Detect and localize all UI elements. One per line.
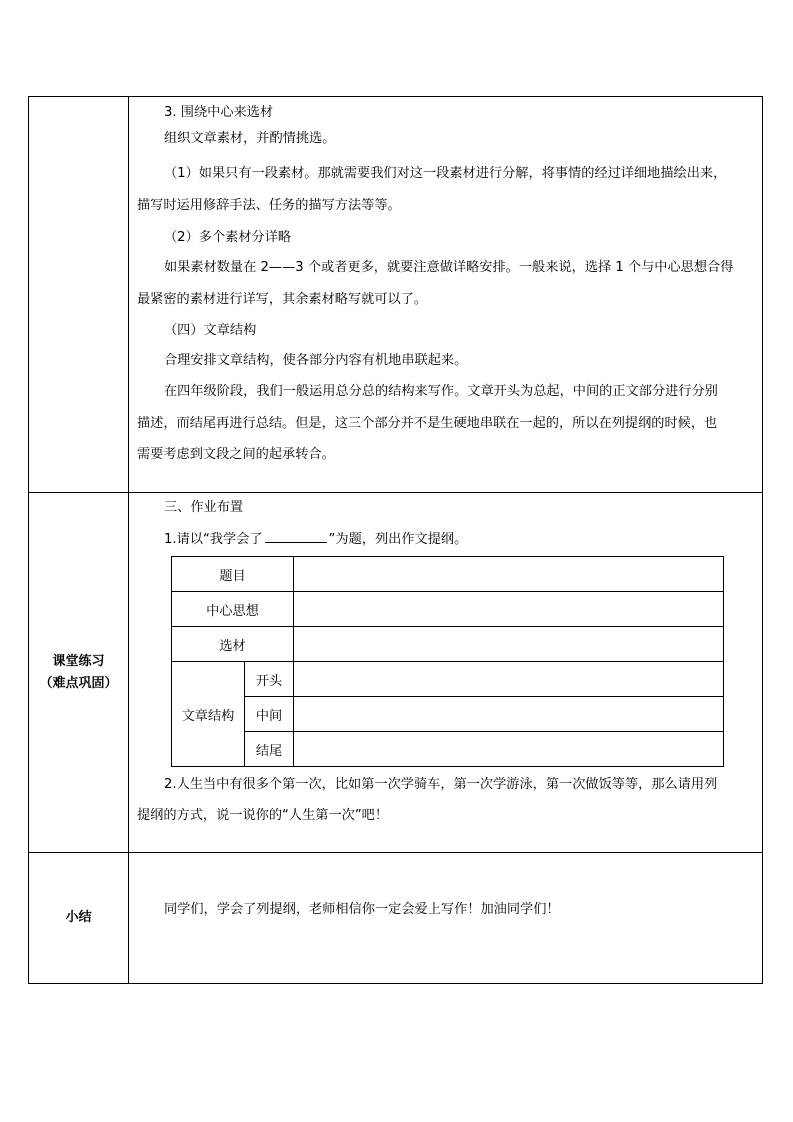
outline-cell-title (294, 557, 724, 592)
outline-label-material: 选材 (172, 627, 294, 662)
outline-label-structure: 文章结构 (172, 662, 245, 767)
row-divider (28, 492, 763, 493)
paragraph-line: （四）文章结构 (164, 323, 257, 338)
outline-label-center: 中心思想 (172, 592, 294, 627)
outline-cell-middle (294, 697, 724, 732)
outline-label-begin: 开头 (245, 662, 294, 697)
outline-cell-begin (294, 662, 724, 697)
fill-blank (265, 530, 327, 543)
paragraph-line: 描写时运用修辞手法、任务的描写方法等等。 (137, 198, 401, 213)
outline-label-end: 结尾 (245, 732, 294, 767)
outline-label-title: 题目 (172, 557, 294, 592)
question-2-line-1: 2.人生当中有很多个第一次，比如第一次学骑车，第一次学游泳，第一次做饭等等，那么请用列 (164, 777, 718, 792)
row-divider (28, 852, 763, 853)
paragraph-line: 需要考虑到文段之间的起承转合。 (137, 447, 335, 462)
side-label-practice: 课堂练习 (52, 654, 105, 669)
outline-cell-center (294, 592, 724, 627)
paragraph-line: （1）如果只有一段素材。那就需要我们对这一段素材进行分解，将事情的经过详细地描绘出来， (164, 166, 727, 181)
section-heading: 三、作业布置 (164, 500, 244, 515)
paragraph-line: 如果素材数量在 2——3 个或者更多，就要注意做详略安排。一般来说，选择 1 个与中心思想合得 (164, 260, 734, 275)
summary-text: 同学们，学会了列提纲，老师相信你一定会爱上写作！加油同学们！ (164, 902, 560, 917)
paragraph-line: 组织文章素材，并酌情挑选。 (164, 131, 336, 146)
paragraph-line: （2）多个素材分详略 (164, 230, 292, 245)
column-divider (128, 96, 129, 984)
paragraph-line: 在四年级阶段，我们一般运用总分总的结构来写作。文章开头为总起，中间的正文部分进行分别 (164, 384, 718, 399)
outline-label-middle: 中间 (245, 697, 294, 732)
paragraph-line: 最紧密的素材进行详写，其余素材略写就可以了。 (137, 292, 428, 307)
paragraph-line: 合理安排文章结构，使各部分内容有机地串联起来。 (164, 353, 468, 368)
paragraph-line: 3. 围绕中心来选材 (164, 105, 274, 120)
question-1-suffix: ”为题，列出作文提纲。 (328, 532, 468, 547)
paragraph-line: 描述，而结尾再进行总结。但是，这三个部分并不是生硬地串联在一起的，所以在列提纲的时候，也 (137, 416, 718, 431)
outline-cell-end (294, 732, 724, 767)
outline-table (171, 556, 724, 767)
outline-cell-material (294, 627, 724, 662)
side-label-summary: 小结 (65, 910, 92, 925)
question-1 (164, 530, 467, 548)
side-label-practice-sub: （难点巩固） (39, 676, 118, 691)
question-1-prefix: 1.请以“我学会了 (164, 532, 263, 547)
question-2-line-2: 提纲的方式，说一说你的“人生第一次”吧！ (137, 808, 389, 823)
